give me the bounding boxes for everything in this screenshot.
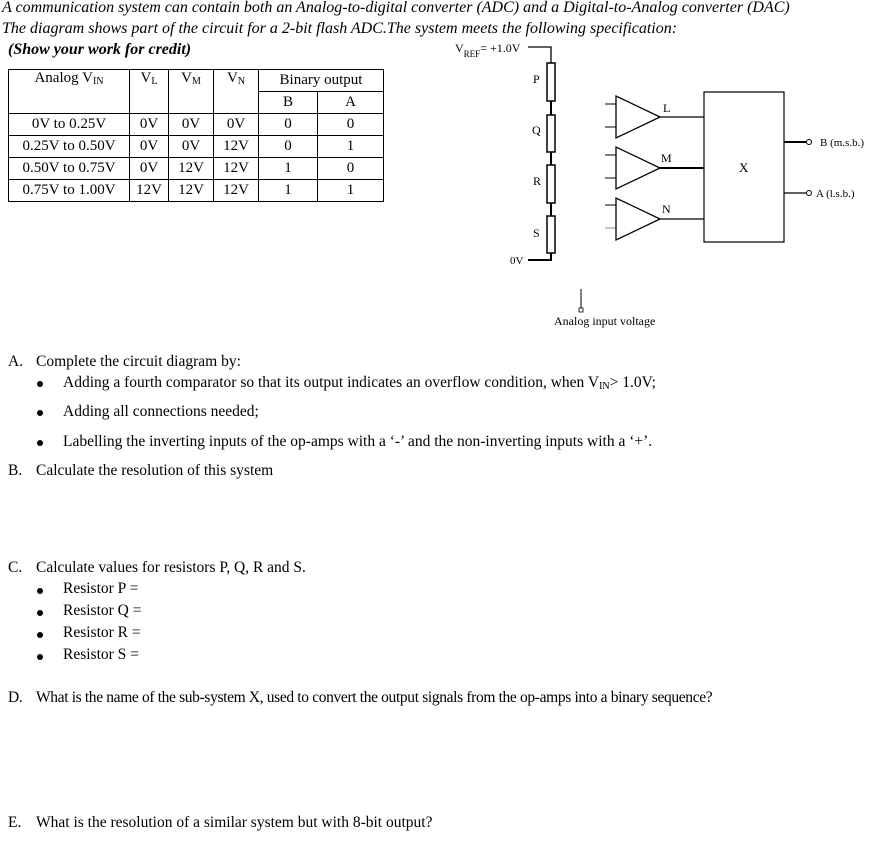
cell-a: 0 <box>318 114 384 136</box>
comparator-l <box>605 96 704 138</box>
question-c: C. Calculate values for resistors P, Q, R and S. <box>8 559 306 576</box>
cell-vn: 0V <box>214 114 259 136</box>
analog-input-label: Analog input voltage <box>554 314 656 328</box>
ground-label: 0V <box>510 255 524 267</box>
cell-vl: 0V <box>130 136 169 158</box>
cell-vl: 0V <box>130 158 169 180</box>
cell-b: 1 <box>259 180 318 202</box>
cell-range: 0.75V to 1.00V <box>9 180 130 202</box>
intro-line-1: A communication system can contain both an Analog-to-digital converter (ADC) and a Digital-to-Analog converter (DAC) <box>2 0 790 16</box>
cell-vm: 0V <box>169 136 214 158</box>
output-label-m: M <box>661 151 672 165</box>
svg-text:A (l.s.b.): A (l.s.b.) <box>816 188 855 200</box>
cell-a: 1 <box>318 136 384 158</box>
svg-text:B (m.s.b.): B (m.s.b.) <box>820 137 864 149</box>
question-d: D. What is the name of the sub-system X, used to convert the output signals from the op-amps into a binary sequence? <box>8 689 713 706</box>
output-b-msb <box>784 137 864 149</box>
svg-text:S: S <box>533 226 540 240</box>
svg-text:P: P <box>533 72 540 86</box>
cell-a: 0 <box>318 158 384 180</box>
flash-adc-circuit-diagram <box>0 0 879 340</box>
comparator-m <box>605 147 704 189</box>
header-b: B <box>259 92 318 114</box>
bullet-icon <box>37 654 43 660</box>
cell-vn: 12V <box>214 136 259 158</box>
output-label-n: N <box>662 202 671 216</box>
bullet-icon <box>37 440 43 446</box>
bullet-icon <box>37 588 43 594</box>
cell-vm: 12V <box>169 158 214 180</box>
cell-range: 0.25V to 0.50V <box>9 136 130 158</box>
bullet-icon <box>37 381 43 387</box>
cell-b: 0 <box>259 114 318 136</box>
resistor-p <box>533 63 555 101</box>
header-a: A <box>318 92 384 114</box>
header-vm: $V_M$ <box>169 70 214 114</box>
resistor-q <box>532 115 555 152</box>
question-a-bullet-3: Labelling the inverting inputs of the op-amps with a ‘-’ and the non-inverting inputs with a ‘+’. <box>63 433 653 450</box>
analog-input-terminal <box>554 289 655 328</box>
question-a-bullet-2: Adding all connections needed; <box>63 403 259 420</box>
comparator-n <box>605 198 704 240</box>
subsystem-x-box <box>704 92 784 242</box>
svg-text:R: R <box>533 174 542 188</box>
question-a: A. Complete the circuit diagram by: <box>8 353 241 370</box>
header-vl: $V_L$ <box>130 70 169 114</box>
question-e: E. What is the resolution of a similar system but with 8-bit output? <box>8 814 433 831</box>
cell-range: 0V to 0.25V <box>9 114 130 136</box>
cell-b: 0 <box>259 136 318 158</box>
resistor-r-answer: Resistor R = <box>63 624 141 641</box>
cell-vn: 12V <box>214 180 259 202</box>
resistor-p-answer: Resistor P = <box>63 580 139 597</box>
vref-label: $V_{REF}= +1.0V$ <box>455 41 521 59</box>
resistor-r <box>533 165 555 203</box>
cell-vn: 12V <box>214 158 259 180</box>
svg-text:X: X <box>739 160 749 175</box>
output-label-l: L <box>663 101 671 115</box>
intro-line-2: The diagram shows part of the circuit for a 2-bit flash ADC.The system meets the following specification: <box>2 20 678 37</box>
cell-vl: 12V <box>130 180 169 202</box>
cell-a: 1 <box>318 180 384 202</box>
cell-vl: 0V <box>130 114 169 136</box>
header-binary-output: Binary output <box>259 70 384 92</box>
cell-vm: 0V <box>169 114 214 136</box>
bullet-icon <box>37 610 43 616</box>
bullet-icon <box>37 410 43 416</box>
show-work-note: (Show your work for credit) <box>8 41 192 58</box>
bullet-icon <box>37 632 43 638</box>
resistor-s-answer: Resistor S = <box>63 646 139 663</box>
cell-range: 0.50V to 0.75V <box>9 158 130 180</box>
question-a-bullet-1: Adding a fourth comparator so that its output indicates an overflow condition, when $V_{IN}> 1.0V$; <box>63 374 656 392</box>
header-analog-vin: Analog $V_{IN}$ <box>9 70 130 114</box>
cell-vm: 12V <box>169 180 214 202</box>
resistor-q-answer: Resistor Q = <box>63 602 142 619</box>
question-b: B. Calculate the resolution of this system <box>8 462 274 479</box>
output-a-lsb <box>784 188 855 200</box>
resistor-s <box>533 216 555 253</box>
svg-text:Q: Q <box>532 123 541 137</box>
header-vn: $V_N$ <box>214 70 259 114</box>
cell-b: 1 <box>259 158 318 180</box>
